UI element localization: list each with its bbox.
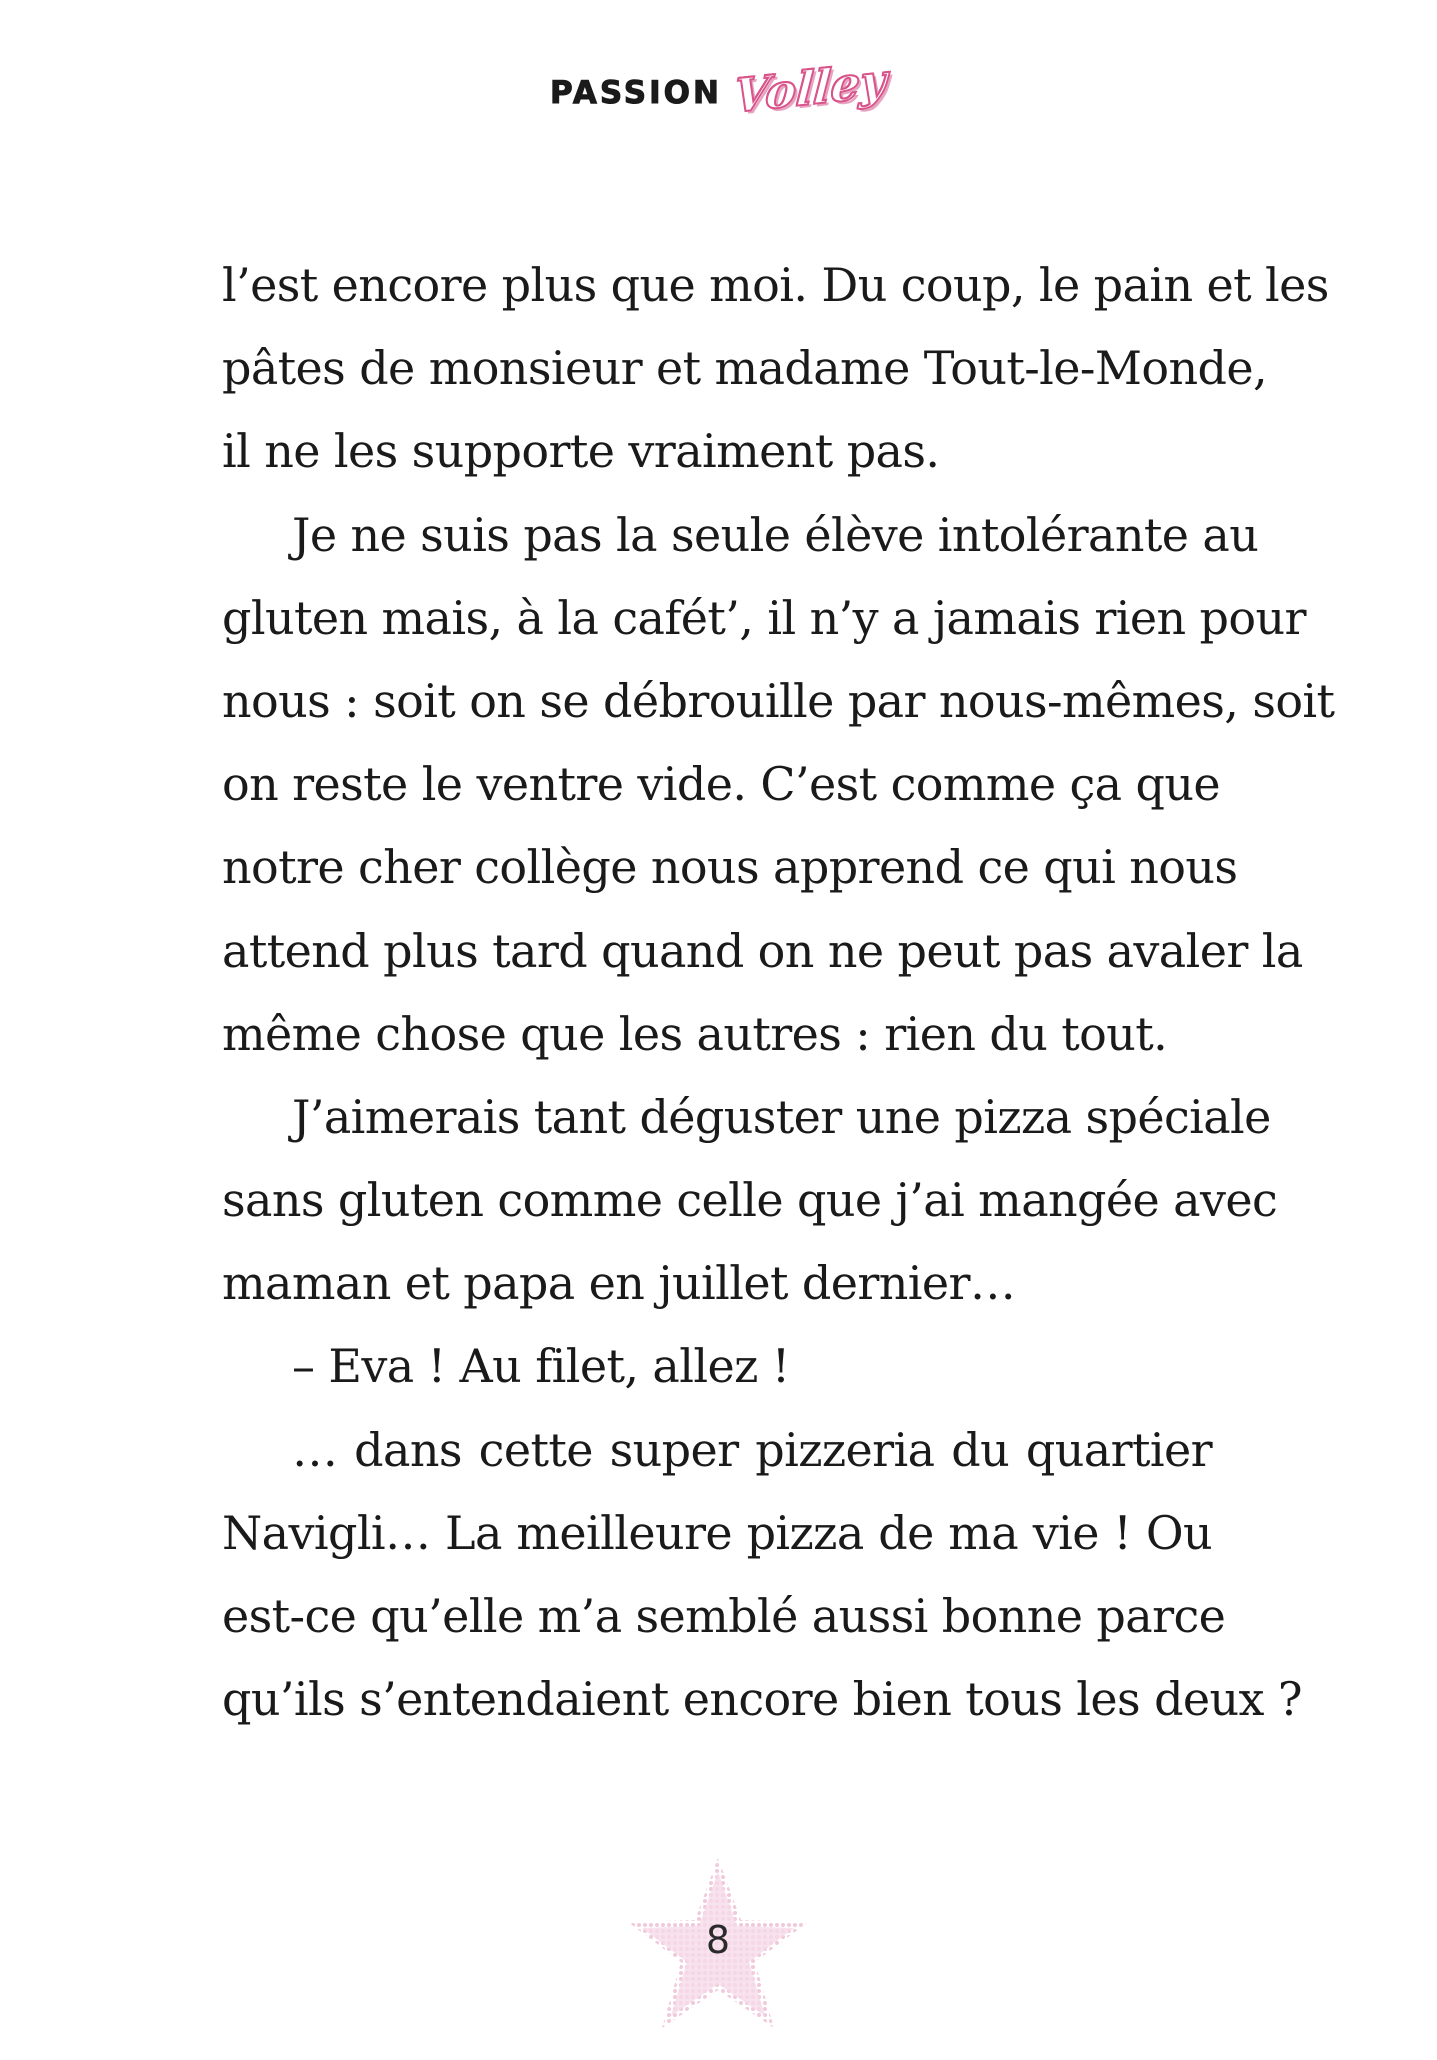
running-header xyxy=(0,52,1437,128)
series-logo xyxy=(549,52,889,124)
text-line: est-ce qu’elle m’a semblé aussi bonne parce xyxy=(222,1589,1226,1643)
text-line: Navigli… La meilleure pizza de ma vie ! Ou xyxy=(222,1505,1212,1560)
text-line: il ne les supporte vraiment pas. xyxy=(222,424,940,479)
text-line: J’aimerais tant déguster une pizza spéciale xyxy=(292,1089,1271,1144)
text-line: notre cher collège nous apprend ce qui nous xyxy=(222,840,1238,895)
text-line: gluten mais, à la cafét’, il n’y a jamais rien pour xyxy=(222,590,1306,645)
text-line: … dans cette super pizzeria du quartier xyxy=(292,1422,1212,1477)
page-footer xyxy=(618,1850,818,2040)
series-title-word: PASSION xyxy=(549,75,722,111)
text-line: on reste le ventre vide. C’est comme ça que xyxy=(222,757,1221,812)
page-number: 8 xyxy=(705,1918,731,1962)
page-body xyxy=(222,244,1335,1741)
text-line: même chose que les autres : rien du tout. xyxy=(222,1006,1168,1061)
text-line: qu’ils s’entendaient encore bien tous les deux ? xyxy=(222,1672,1302,1727)
text-line: maman et papa en juillet dernier… xyxy=(222,1256,1016,1311)
text-line: attend plus tard quand on ne peut pas avaler la xyxy=(222,923,1303,978)
text-line: l’est encore plus que moi. Du coup, le pain et les xyxy=(222,258,1329,312)
text-line: pâtes de monsieur et madame Tout-le-Monde, xyxy=(222,341,1267,396)
text-line: nous : soit on se débrouille par nous-mêmes, soit xyxy=(222,673,1335,728)
text-line: Je ne suis pas la seule élève intolérante au xyxy=(292,507,1259,562)
text-line: sans gluten comme celle que j’ai mangée avec xyxy=(222,1173,1278,1228)
dialogue-line: – Eva ! Au filet, allez ! xyxy=(292,1339,790,1394)
series-title-script: Volley xyxy=(732,52,889,124)
